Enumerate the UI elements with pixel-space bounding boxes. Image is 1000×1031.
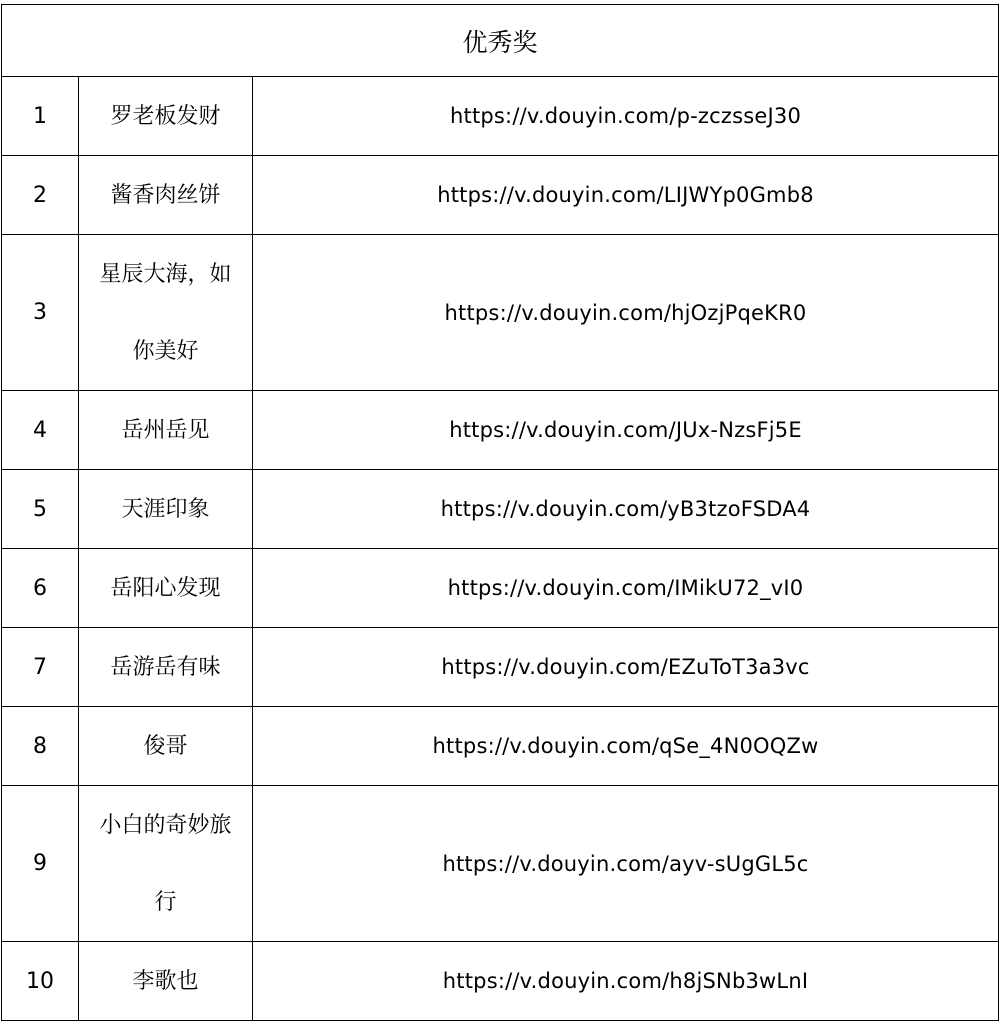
account-name: 岳阳心发现 [79,549,253,628]
award-table [1,4,999,1021]
row-number: 2 [2,156,79,235]
table-title: 优秀奖 [2,5,999,77]
account-name: 俊哥 [79,707,253,786]
row-number: 6 [2,549,79,628]
account-name: 星辰大海，如你美好 [79,235,253,391]
video-link[interactable]: https://v.douyin.com/EZuToT3a3vc [253,628,999,707]
table-row [2,391,999,470]
video-link[interactable]: https://v.douyin.com/h8jSNb3wLnI [253,942,999,1021]
table-row [2,786,999,942]
video-link[interactable]: https://v.douyin.com/qSe_4N0OQZw [253,707,999,786]
account-name: 岳州岳见 [79,391,253,470]
row-number: 9 [2,786,79,942]
video-link[interactable]: https://v.douyin.com/LIJWYp0Gmb8 [253,156,999,235]
account-name: 罗老板发财 [79,77,253,156]
row-number: 10 [2,942,79,1021]
row-number: 4 [2,391,79,470]
row-number: 3 [2,235,79,391]
table-row [2,942,999,1021]
table-row [2,549,999,628]
video-link[interactable]: https://v.douyin.com/ayv-sUgGL5c [253,786,999,942]
account-name: 天涯印象 [79,470,253,549]
video-link[interactable]: https://v.douyin.com/yB3tzoFSDA4 [253,470,999,549]
table-row [2,156,999,235]
row-number: 8 [2,707,79,786]
account-name: 酱香肉丝饼 [79,156,253,235]
table-row [2,235,999,391]
table-row [2,77,999,156]
row-number: 1 [2,77,79,156]
video-link[interactable]: https://v.douyin.com/hjOzjPqeKR0 [253,235,999,391]
video-link[interactable]: https://v.douyin.com/JUx-NzsFj5E [253,391,999,470]
row-number: 7 [2,628,79,707]
account-name: 李歌也 [79,942,253,1021]
table-row [2,470,999,549]
table-row [2,707,999,786]
table-row [2,628,999,707]
video-link[interactable]: https://v.douyin.com/p-zczsseJ30 [253,77,999,156]
account-name: 岳游岳有味 [79,628,253,707]
account-name: 小白的奇妙旅行 [79,786,253,942]
video-link[interactable]: https://v.douyin.com/IMikU72_vI0 [253,549,999,628]
row-number: 5 [2,470,79,549]
